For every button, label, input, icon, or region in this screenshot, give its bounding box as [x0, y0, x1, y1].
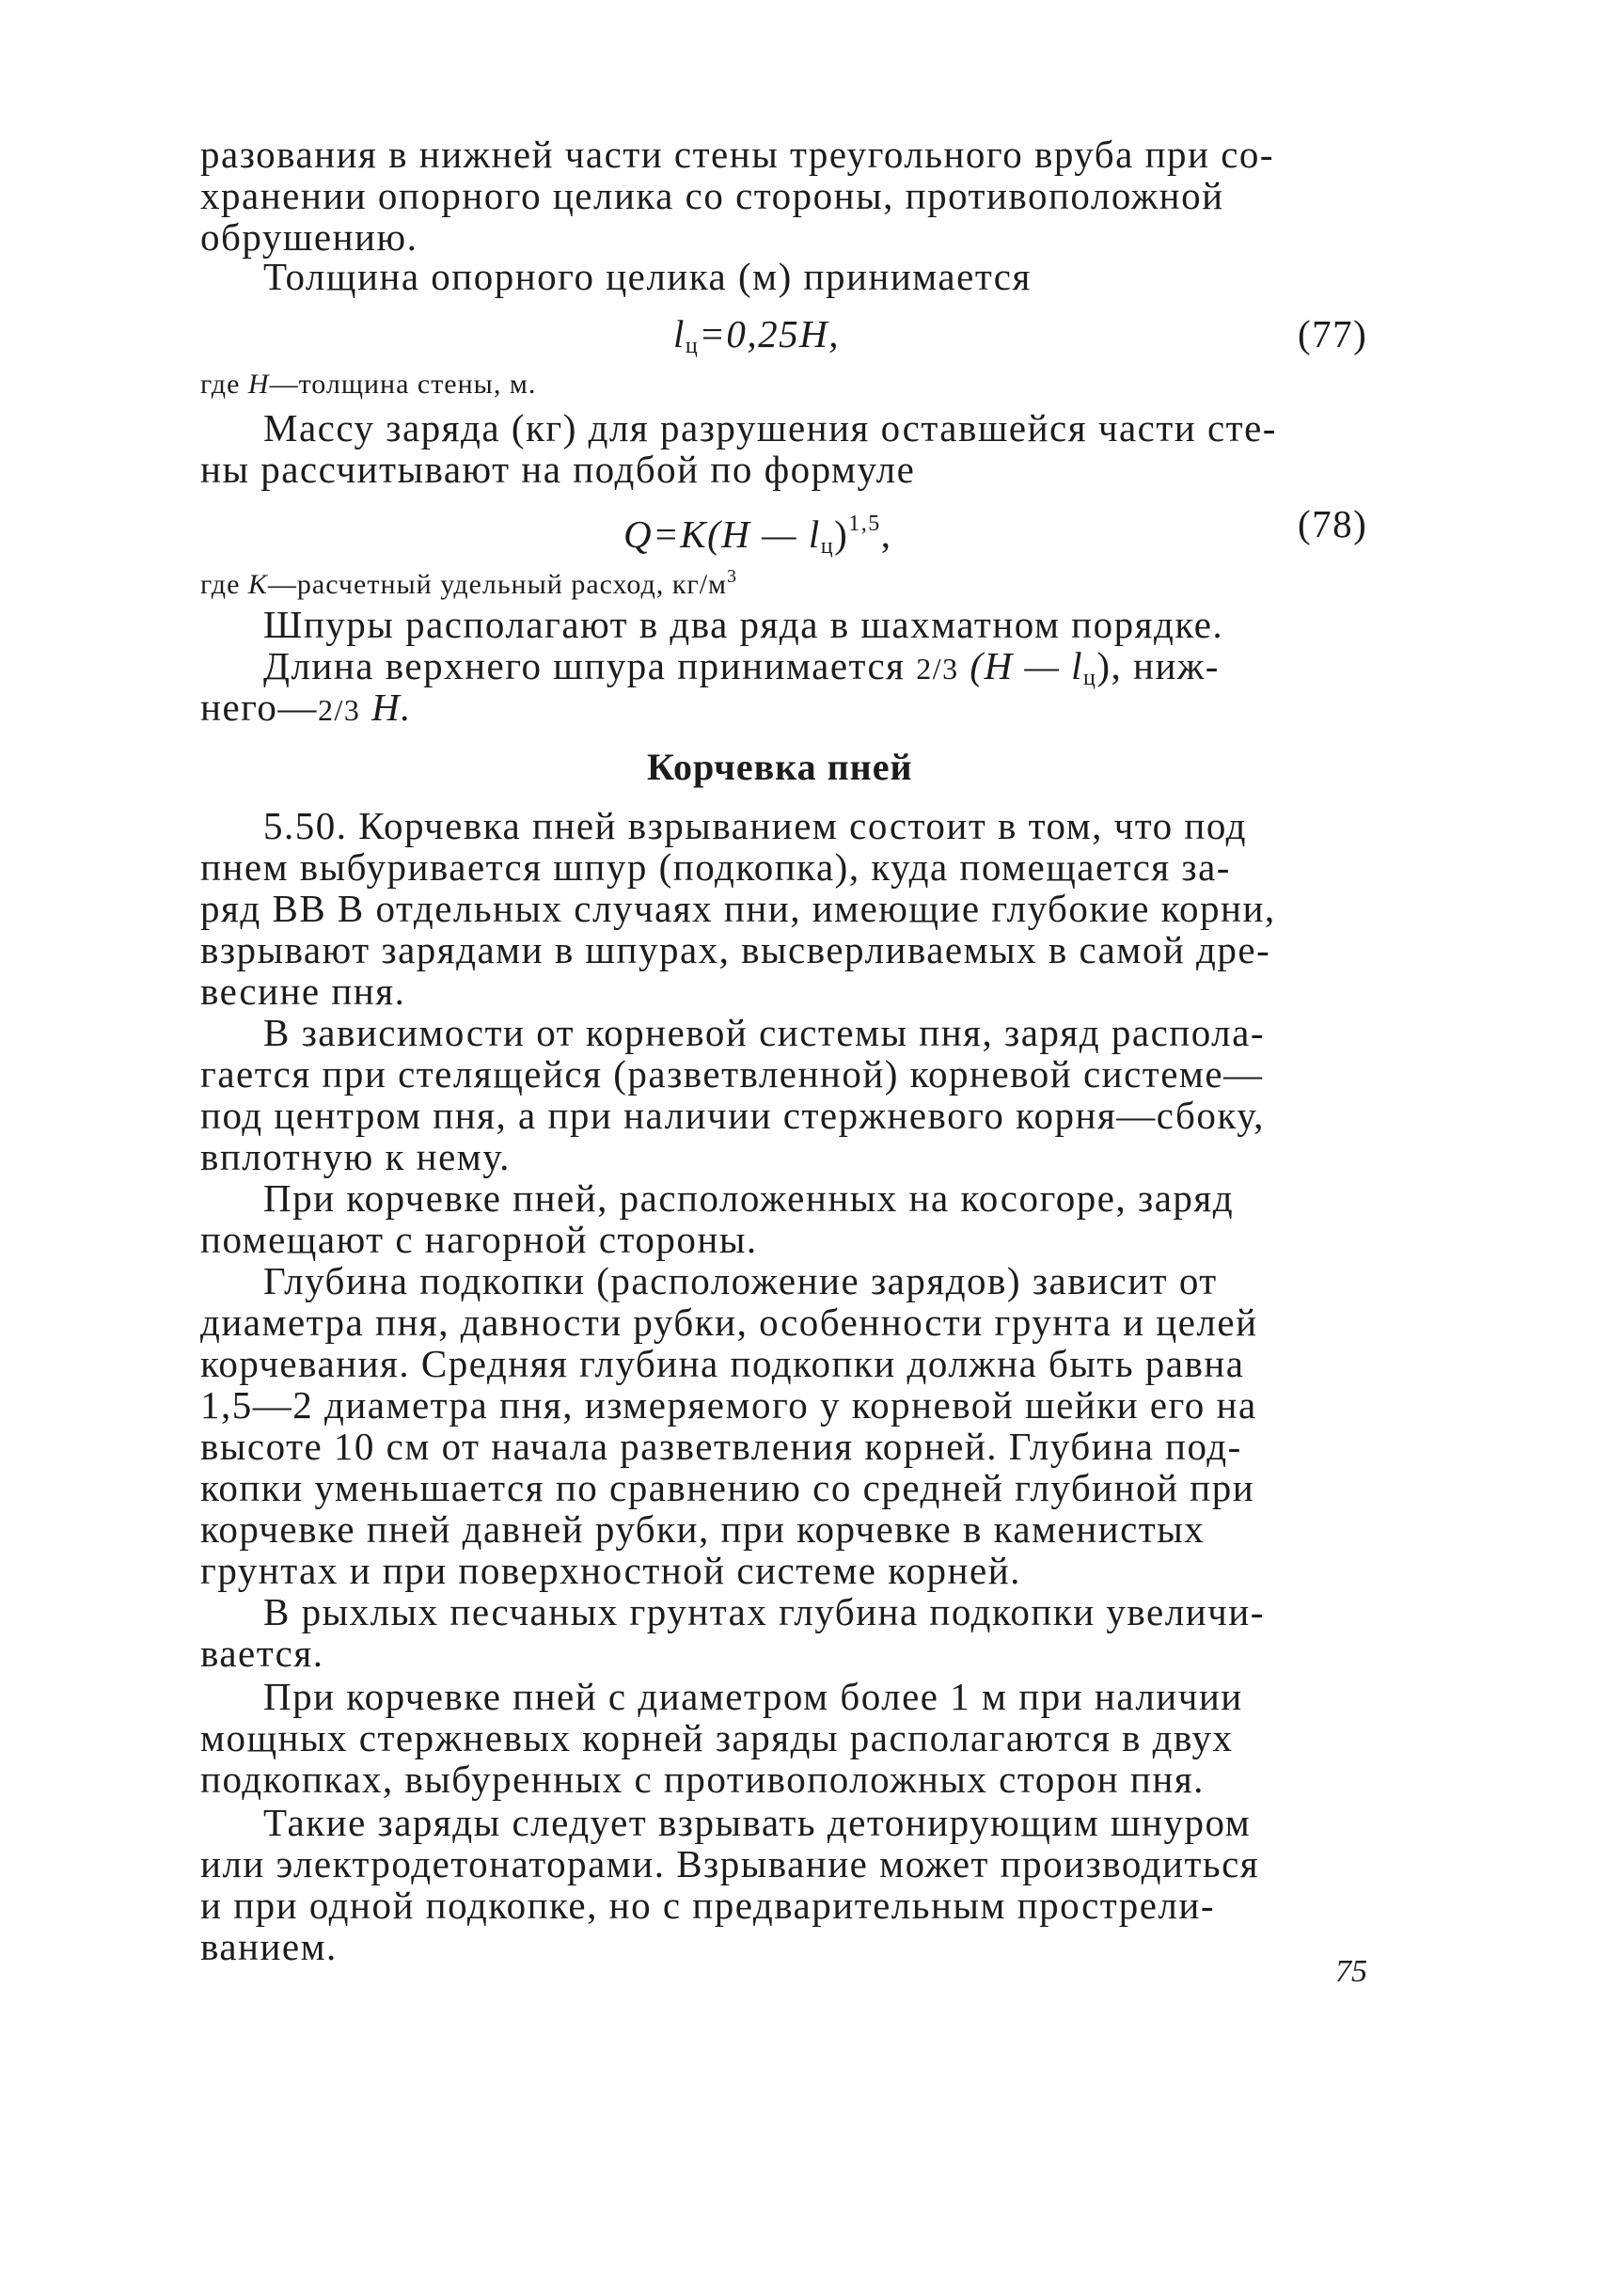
variable: H — [247, 369, 270, 400]
text-line: 1,5—2 диаметра пня, измеряемого у корневой шейки его на — [200, 1383, 1257, 1427]
text-line: В зависимости от корневой системы пня, заряд распола- — [263, 1011, 1265, 1054]
definition-text: —толщина стены, м. — [269, 369, 537, 400]
equation-77 — [673, 313, 840, 367]
text-line: 5.50. Корчевка пней взрыванием состоит в том, что под — [263, 804, 1248, 847]
definition-line: где H—толщина стены, м. — [200, 369, 537, 400]
section-heading: Корчевка пней — [647, 746, 913, 788]
text-line: ряд ВВ В отдельных случаях пни, имеющие глубокие корни, — [200, 887, 1276, 930]
equation-lhs: Q=K(H — l — [623, 513, 821, 556]
text-line: ны рассчитывают на подбой по формуле — [200, 448, 916, 491]
text-line: вплотную к нему. — [200, 1135, 511, 1178]
definition-line: где K—расчетный удельный расход, $кг/м^3$ — [200, 566, 738, 600]
text-line: В рыхлых песчаных грунтах глубина подкопки увеличи- — [263, 1590, 1265, 1633]
text-line: или электродетонаторами. Взрывание может производиться — [200, 1842, 1260, 1885]
text-line: Глубина подкопки (расположение зарядов) зависит от — [263, 1259, 1218, 1302]
text-line: Массу заряда (кг) для разрушения оставшейся части сте- — [263, 406, 1277, 449]
text-line: мощных стержневых корней заряды располагаются в двух — [200, 1716, 1234, 1759]
page-number-clip — [1335, 1954, 1392, 1994]
equation-end: , — [880, 513, 892, 556]
text-line: под центром пня, а при наличии стержневого корня—сбоку, — [200, 1094, 1265, 1137]
text-line: весине пня. — [200, 970, 406, 1013]
text-line: гается при стелящейся (разветвленной) корневой системе— — [200, 1052, 1264, 1096]
equation-number: (78) — [1298, 502, 1368, 545]
text-line: Такие заряды следует взрывать детонирующим шнуром — [263, 1801, 1252, 1844]
text-line: При корчевке пней с диаметром более 1 м при наличии — [263, 1675, 1243, 1718]
equation-78 — [623, 503, 891, 567]
text-line: взрывают зарядами в шпурах, высверливаемых в самой дре- — [200, 928, 1271, 971]
text-line: диаметра пня, давности рубки, особенности грунта и целей — [200, 1301, 1258, 1344]
text-line: разования в нижней части стены треугольного вруба при со- — [200, 133, 1275, 176]
text-line: Толщина опорного целика (м) принимается — [263, 255, 1032, 298]
text-line: помещают с нагорной стороны. — [200, 1218, 758, 1261]
equation-close: ) — [834, 513, 849, 556]
text-line: и при одной подкопке, но с предварительным прострели- — [200, 1884, 1215, 1927]
text-line: обрушению. — [200, 215, 418, 259]
text-line: пнем выбуривается шпур (подкопка), куда помещается за- — [200, 845, 1231, 889]
text-line: корчевания. Средняя глубина подкопки должна быть равна — [200, 1342, 1245, 1385]
page-number: 75 — [1335, 1954, 1367, 1989]
equation-rhs: =0,25H, — [699, 312, 841, 355]
unit-power: 3 — [727, 566, 738, 587]
equation-power: 1,5 — [848, 512, 881, 536]
text-line: вается. — [200, 1632, 324, 1675]
equation-number: (77) — [1298, 312, 1368, 355]
text-line: него—2/3 H. — [200, 686, 412, 729]
text-line: подкопках, выбуренных с противоположных сторон пня. — [200, 1758, 1205, 1801]
equation-subscript: ц — [685, 334, 700, 358]
equation-subscript: ц — [820, 534, 835, 559]
text-line: высоте 10 см от начала разветвления корней. Глубина под- — [200, 1425, 1242, 1468]
equation-lhs: l — [673, 312, 686, 355]
text-line: копки уменьшается по сравнению со средней глубиной при — [200, 1466, 1255, 1509]
text-line: ванием. — [200, 1925, 338, 1968]
text-line: Шпуры располагают в два ряда в шахматном порядке. — [263, 603, 1224, 646]
text-line: грунтах и при поверхностной системе корней. — [200, 1549, 1021, 1592]
text-line: При корчевке пней, расположенных на косогоре, заряд — [263, 1176, 1235, 1220]
definition-text: —расчетный удельный расход, кг/м — [267, 569, 728, 600]
variable: K — [247, 569, 268, 600]
text-line: Длина верхнего шпура принимается 2/3 (H — $l_ц$), ниж- — [263, 644, 1220, 690]
text-line: хранении опорного целика со стороны, противоположной — [200, 174, 1224, 217]
text-line: корчевке пней давней рубки, при корчевке в каменистых — [200, 1507, 1206, 1551]
